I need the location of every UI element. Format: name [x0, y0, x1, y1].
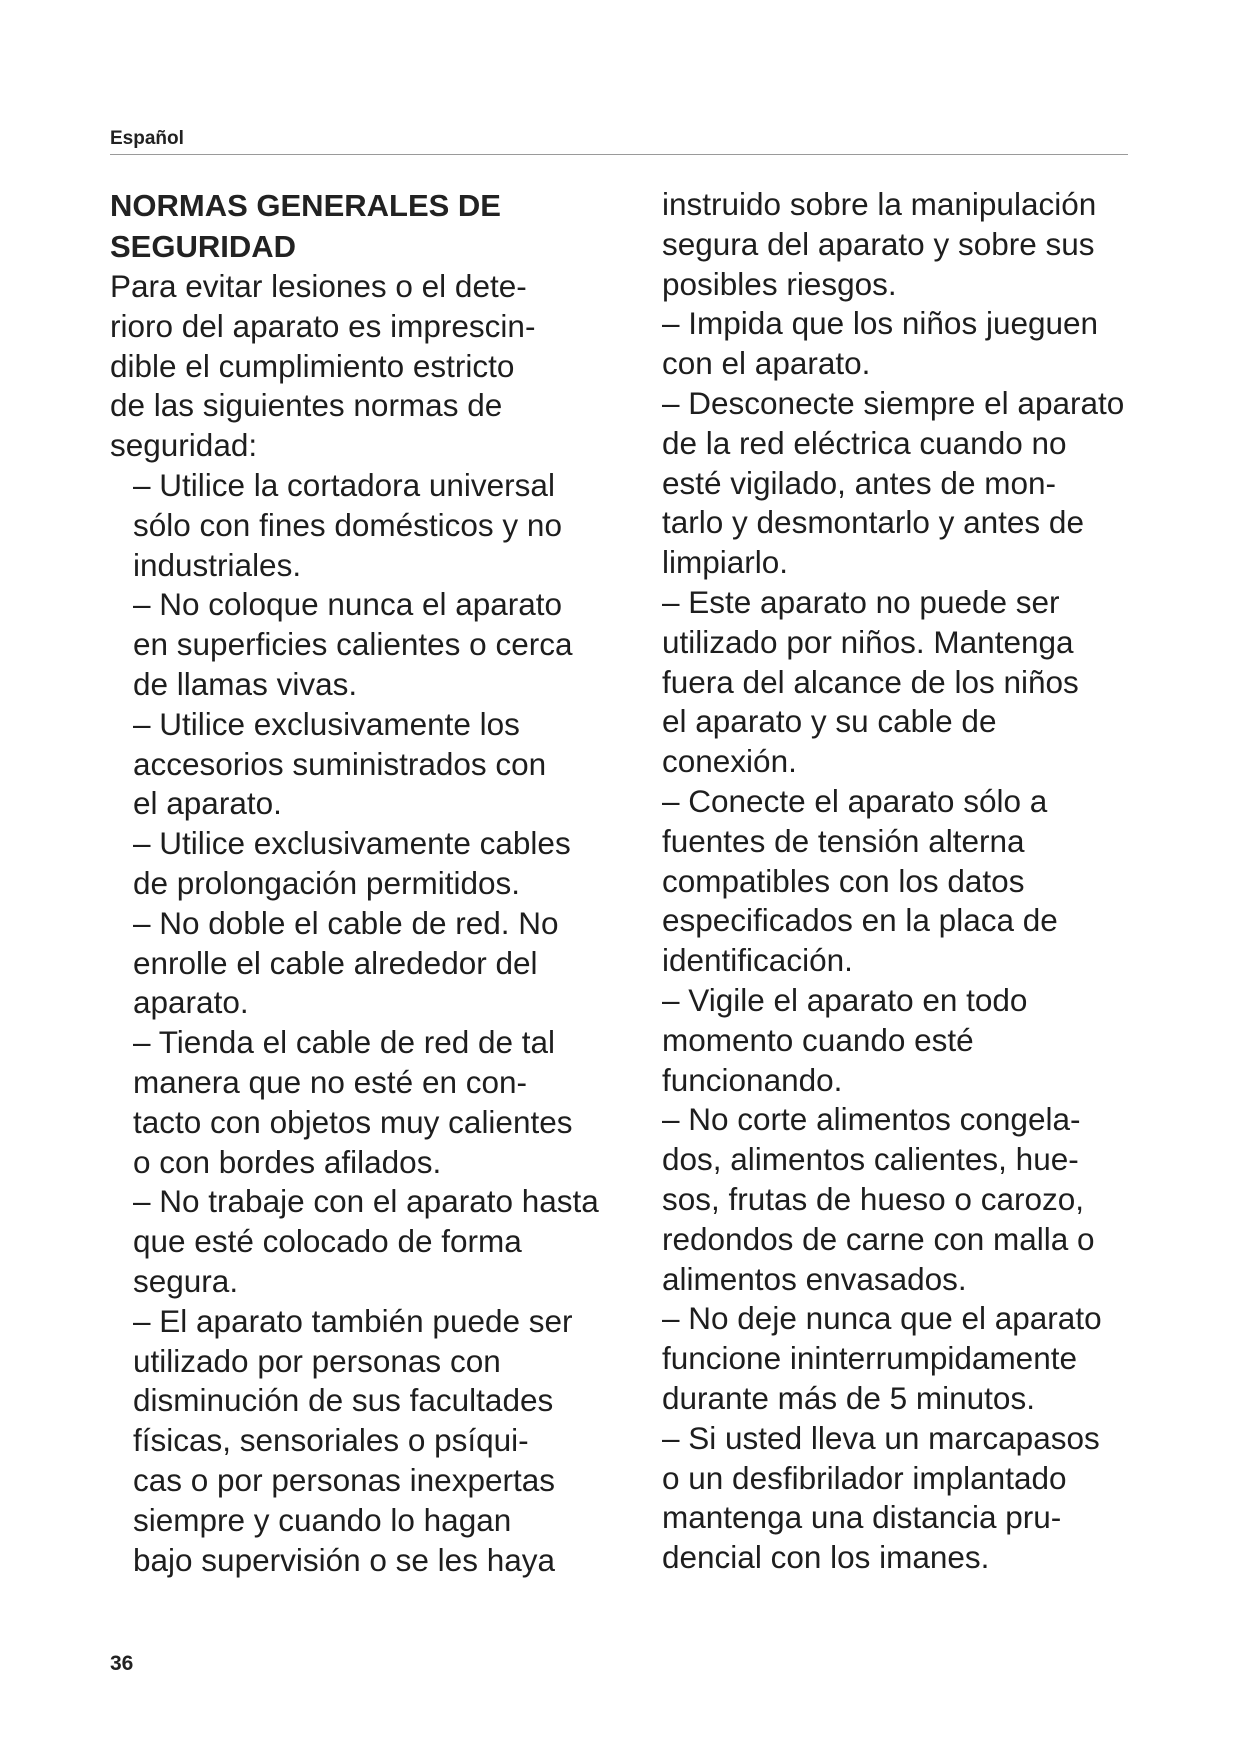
body-line: funcionando.	[662, 1061, 843, 1098]
intro-line: Para evitar lesiones o el dete-	[110, 268, 527, 304]
body-line: tarlo y desmontarlo y antes de	[662, 504, 1084, 541]
language-label: Español	[110, 128, 184, 149]
body-line: especificados en la placa de	[662, 902, 1058, 939]
list-line: bajo supervisión o se les haya	[133, 1541, 556, 1578]
list-line: – No coloque nunca el aparato	[133, 586, 563, 623]
body-line: dos, alimentos calientes, hue-	[662, 1141, 1079, 1178]
body-line: alimentos envasados.	[662, 1260, 967, 1297]
list-line: de prolongación permitidos.	[133, 864, 520, 901]
list-line: en superficies calientes o cerca	[133, 626, 573, 663]
body-line: funcione ininterrumpidamente	[662, 1340, 1077, 1377]
body-line: redondos de carne con malla o	[662, 1220, 1095, 1257]
body-line: o un desfibrilador implantado	[662, 1459, 1067, 1496]
body-line: conexión.	[662, 743, 797, 780]
list-line: aparato.	[133, 984, 249, 1021]
list-line: que esté colocado de forma	[133, 1223, 522, 1260]
body-line: mantenga una distancia pru-	[662, 1499, 1062, 1536]
body-line: limpiarlo.	[662, 544, 789, 581]
list-line: disminución de sus facultades	[133, 1382, 554, 1419]
intro-line: seguridad:	[110, 427, 258, 464]
body-line: fuera del alcance de los niños	[662, 663, 1079, 700]
list-line: – Utilice la cortadora universal	[133, 466, 555, 503]
list-line: – No trabaje con el aparato hasta	[133, 1183, 599, 1220]
list-line: accesorios suministrados con	[133, 745, 547, 782]
body-line: – Este aparato no puede ser	[662, 583, 1060, 620]
body-line: – Conecte el aparato sólo a	[662, 782, 1048, 819]
right-column	[662, 185, 1172, 1578]
header-divider	[110, 154, 1128, 155]
list-line: industriales.	[133, 546, 302, 583]
body-line: – Si usted lleva un marcapasos	[662, 1419, 1100, 1456]
page-number: 36	[110, 1652, 134, 1675]
body-line: fuentes de tensión alterna	[662, 822, 1025, 859]
list-line: tacto con objetos muy calientes	[133, 1103, 573, 1140]
body-line: – No deje nunca que el aparato	[662, 1300, 1102, 1337]
body-line: durante más de 5 minutos.	[662, 1379, 1035, 1416]
section-title-line: NORMAS GENERALES DE	[110, 188, 501, 223]
list-line: físicas, sensoriales o psíqui-	[133, 1422, 529, 1459]
body-line: compatibles con los datos	[662, 862, 1025, 899]
body-line: – Desconecte siempre el aparato	[662, 384, 1125, 421]
list-line: segura.	[133, 1262, 239, 1299]
list-line: – El aparato también puede ser	[133, 1302, 573, 1339]
body-line: el aparato y su cable de	[662, 703, 997, 740]
list-line: – Utilice exclusivamente cables	[133, 825, 571, 862]
list-line: enrolle el cable alrededor del	[133, 944, 538, 981]
body-line: identificación.	[662, 942, 853, 979]
body-line: – No corte alimentos congela-	[662, 1101, 1081, 1138]
list-line: manera que no esté en con-	[133, 1063, 528, 1100]
body-line: – Vigile el aparato en todo	[662, 981, 1028, 1018]
list-line: siempre y cuando lo hagan	[133, 1501, 512, 1538]
body-line: posibles riesgos.	[662, 265, 897, 302]
list-line: – No doble el cable de red. No	[133, 904, 559, 941]
body-line: esté vigilado, antes de mon-	[662, 464, 1056, 501]
intro-line: dible el cumplimiento estricto	[110, 347, 515, 384]
body-line: utilizado por niños. Mantenga	[662, 623, 1074, 660]
section-title-line: SEGURIDAD	[110, 229, 297, 264]
body-line: segura del aparato y sobre sus	[662, 225, 1095, 262]
body-line: instruido sobre la manipulación	[662, 186, 1097, 222]
list-line: utilizado por personas con	[133, 1342, 501, 1379]
body-line: sos, frutas de hueso o carozo,	[662, 1180, 1084, 1217]
body-line: con el aparato.	[662, 345, 871, 382]
left-column	[110, 185, 650, 1580]
list-line: sólo con fines domésticos y no	[133, 506, 562, 543]
list-line: o con bordes afilados.	[133, 1143, 442, 1180]
body-line: – Impida que los niños jueguen	[662, 305, 1099, 342]
body-line: momento cuando esté	[662, 1021, 974, 1058]
intro-line: de las siguientes normas de	[110, 387, 503, 424]
list-line: cas o por personas inexpertas	[133, 1461, 555, 1498]
body-line: dencial con los imanes.	[662, 1539, 990, 1576]
list-line: de llamas vivas.	[133, 665, 358, 702]
body-line: de la red eléctrica cuando no	[662, 424, 1067, 461]
list-line: – Utilice exclusivamente los	[133, 705, 520, 742]
list-line: el aparato.	[133, 785, 282, 822]
intro-line: rioro del aparato es imprescin-	[110, 307, 536, 344]
list-line: – Tienda el cable de red de tal	[133, 1024, 556, 1061]
